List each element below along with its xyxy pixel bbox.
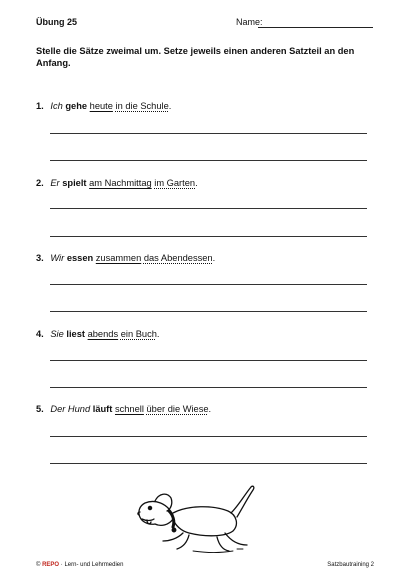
footer-series: Satzbautraining 2 [327,562,374,568]
copyright-symbol: © [36,562,41,568]
sentence-subject: Sie [50,329,64,339]
sentence-verb: essen [66,253,94,263]
sentence-part-1: heute [89,101,113,111]
sentence-part-2: über die Wiese [146,404,209,414]
sentence-end: . [208,404,212,414]
write-line[interactable] [50,463,367,464]
sentence-number: 5. [36,404,44,414]
name-write-line[interactable] [258,27,373,28]
write-line[interactable] [50,133,367,134]
sentence-part-1: zusammen [95,253,142,263]
sentence-5 [36,404,211,414]
sentence-end: . [195,178,198,188]
sentence-end: . [168,101,172,111]
sentence-subject: Der Hund [50,404,91,414]
sentence-2 [36,178,198,188]
write-line[interactable] [50,387,367,388]
sentence-subject: Ich [50,101,63,111]
sentence-3 [36,253,215,263]
sentence-part-2: ein Buch [120,329,157,339]
sentence-verb: liest [66,329,85,339]
sentence-number: 4. [36,329,44,339]
sentence-part-2: das Abendessen [143,253,213,263]
sentence-end: . [212,253,216,263]
write-line[interactable] [50,208,367,209]
footer-publisher [36,562,124,568]
sentence-subject: Er [50,178,60,188]
write-line[interactable] [50,311,367,312]
sentence-part-2: im Garten [154,178,196,188]
write-line[interactable] [50,360,367,361]
sentence-1 [36,101,171,111]
exercise-title: Übung 25 [36,17,78,27]
sentence-verb: gehe [65,101,88,111]
name-label: Name: [236,17,263,27]
sentence-part-2: in die Schule [115,101,169,111]
sentence-end: . [156,329,160,339]
sentence-verb: spielt [62,178,87,188]
write-line[interactable] [50,436,367,437]
publisher-name: · Lern- und Lehrmedien [60,562,124,568]
instruction-text: Stelle die Sätze zweimal um. Setze jeweils einen anderen Satzteil an den Anfang. [36,46,355,68]
write-line[interactable] [50,160,367,161]
sentence-subject: Wir [50,253,65,263]
running-dog-illustration [133,475,263,557]
write-line[interactable] [50,284,367,285]
sentence-number: 3. [36,253,44,263]
sentence-part-1: am Nachmittag [89,178,152,188]
sentence-part-1: schnell [114,404,144,414]
sentence-4 [36,329,159,339]
write-line[interactable] [50,236,367,237]
sentence-part-1: abends [87,329,119,339]
publisher-logo: REPO [42,562,60,568]
sentence-number: 1. [36,101,44,111]
sentence-number: 2. [36,178,44,188]
sentence-verb: läuft [92,404,113,414]
